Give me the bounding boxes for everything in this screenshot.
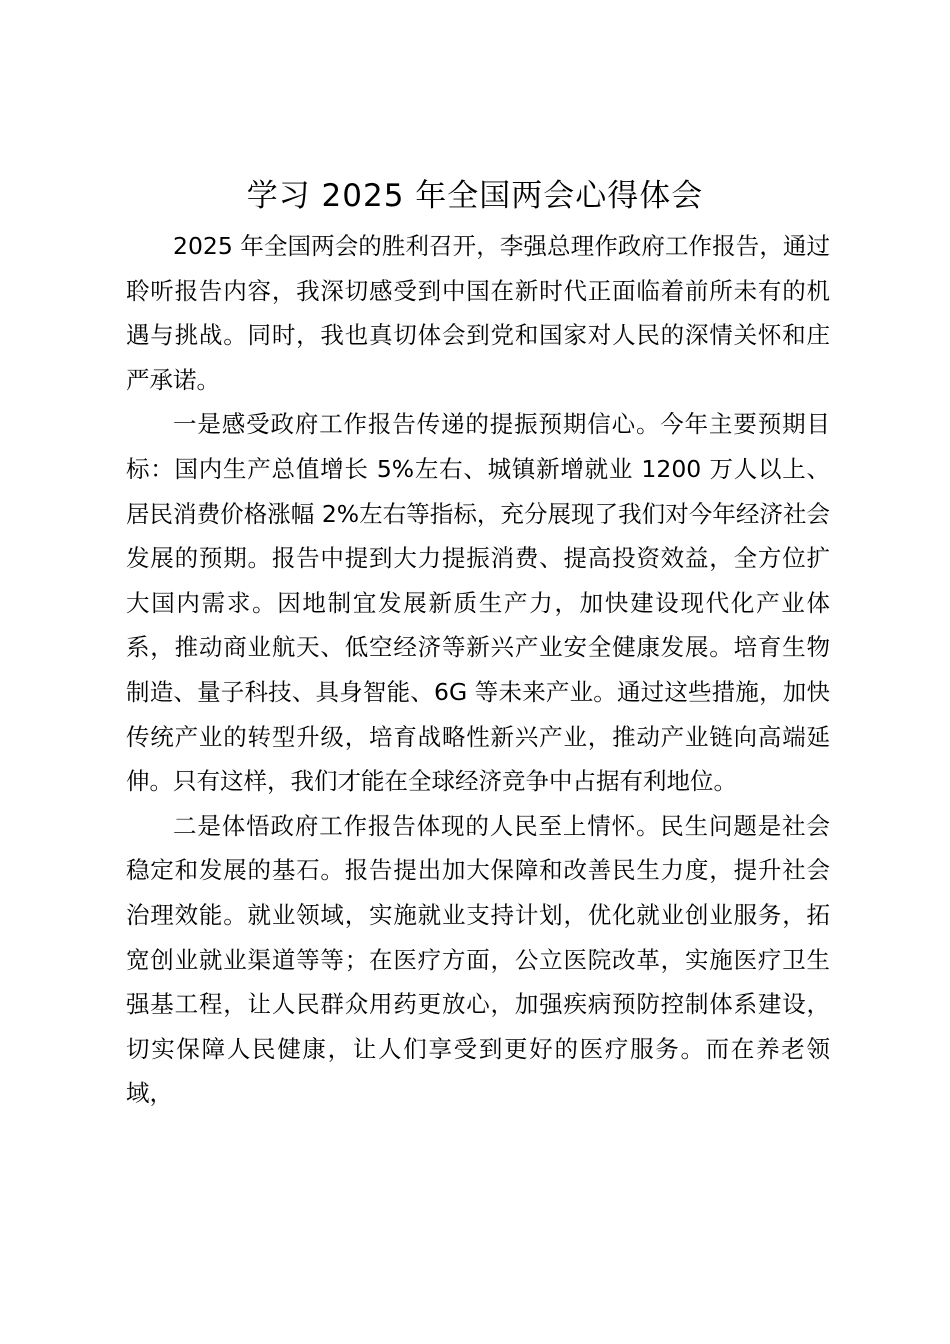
paragraph-point-two: 二是体悟政府工作报告体现的人民至上情怀。民生问题是社会稳定和发展的基石。报告提出加大保障和改善民生力度，提升社会治理效能。就业领域，实施就业支持计划，优化就业创业服务，拓宽创业就业渠道等等；在医疗方面，公立医院改革，实施医疗卫生强基工程，让人民群众用药更放心，加强疾病预防控制体系建设，切实保障人民健康，让人们享受到更好的医疗服务。而在养老领域， (126, 811, 830, 1108)
document-body (126, 224, 830, 1116)
document-title: 学习 2025 年全国两会心得体会 (246, 178, 704, 214)
paragraph-intro: 2025 年全国两会的胜利召开，李强总理作政府工作报告，通过聆听报告内容，我深切感受到中国在新时代正面临着前所未有的机遇与挑战。同时，我也真切体会到党和国家对人民的深情关怀和庄严承诺。 (126, 232, 830, 394)
paragraph-point-one: 一是感受政府工作报告传递的提振预期信心。今年主要预期目标：国内生产总值增长 5%左右、城镇新增就业 1200 万人以上、居民消费价格涨幅 2%左右等指标，充分展现了我们对今年经济社会发展的预期。报告中提到大力提振消费、提高投资效益，全方位扩大国内需求。因地制宜发展新质生产力，加快建设现代化产业体系，推动商业航天、低空经济等新兴产业安全健康发展。培育生物制造、量子科技、具身智能、6G 等未来产业。通过这些措施，加快传统产业的转型升级，培育战略性新兴产业，推动产业链向高端延伸。只有这样，我们才能在全球经济竞争中占据有利地位。 (126, 410, 830, 796)
